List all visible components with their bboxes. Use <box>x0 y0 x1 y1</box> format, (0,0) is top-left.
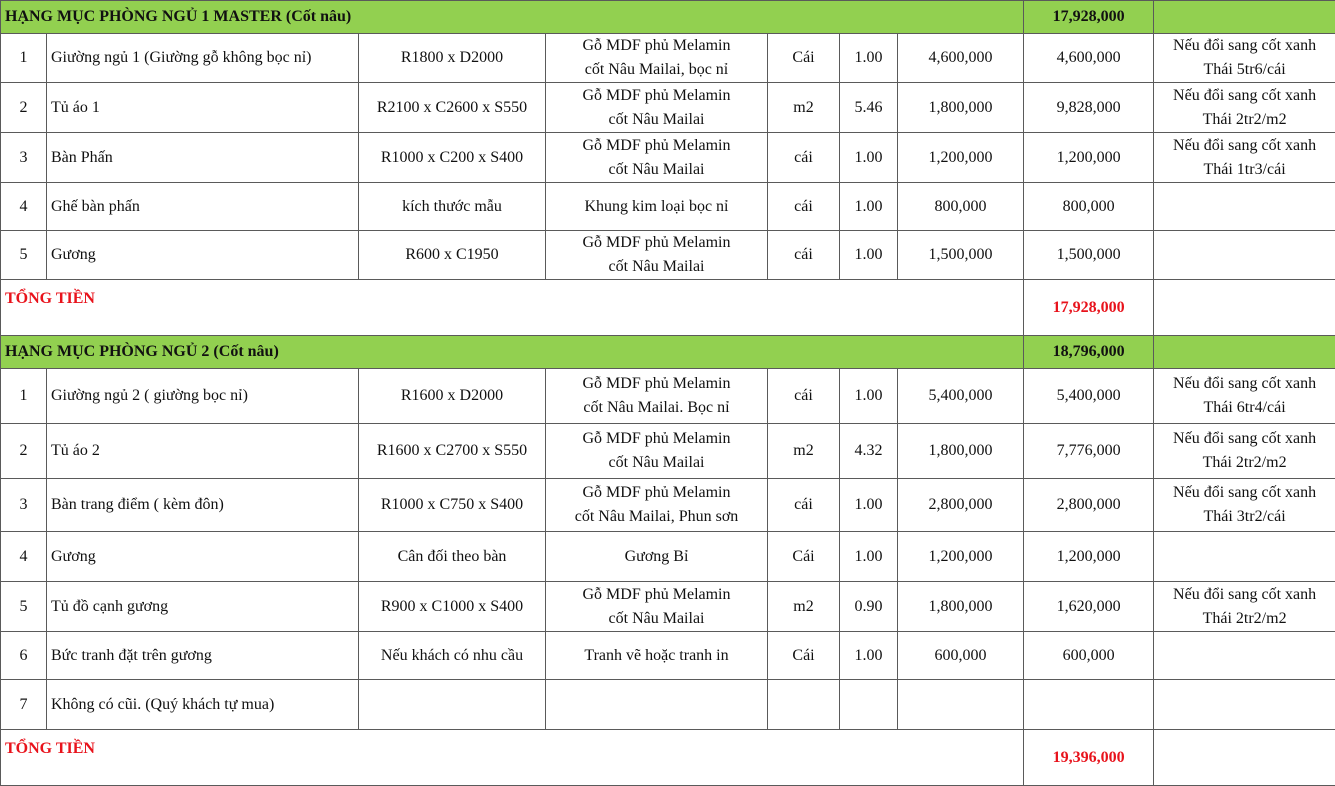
item-note <box>1154 632 1335 680</box>
item-note <box>1154 133 1335 183</box>
cell-line: Gương Bỉ <box>550 545 763 569</box>
cell-line: Nếu đổi sang cốt xanh <box>1158 34 1331 58</box>
cell-line: cốt Nâu Mailai. Bọc nỉ <box>550 396 763 420</box>
total-label: TỔNG TIỀN <box>1 730 1024 786</box>
item-size: R900 x C1000 x S400 <box>359 582 546 632</box>
item-price: 1,800,000 <box>898 83 1024 133</box>
item-note <box>1154 532 1335 582</box>
item-name: Tủ đồ cạnh gương <box>47 582 359 632</box>
item-price <box>898 680 1024 730</box>
total-label: TỔNG TIỀN <box>1 280 1024 336</box>
item-name: Tủ áo 2 <box>47 424 359 479</box>
item-amount: 4,600,000 <box>1024 34 1154 83</box>
item-size: Cân đối theo bàn <box>359 532 546 582</box>
item-number: 1 <box>1 34 47 83</box>
item-qty: 5.46 <box>840 83 898 133</box>
item-material <box>546 632 768 680</box>
cell-line: Thái 5tr6/cái <box>1158 58 1331 82</box>
cell-line: Nếu đổi sang cốt xanh <box>1158 84 1331 108</box>
item-number: 5 <box>1 582 47 632</box>
item-number: 3 <box>1 479 47 532</box>
item-size: R1800 x D2000 <box>359 34 546 83</box>
item-material <box>546 369 768 424</box>
cell-line: Gỗ MDF phủ Melamin <box>550 583 763 607</box>
item-qty <box>840 680 898 730</box>
cell-line: Thái 1tr3/cái <box>1158 158 1331 182</box>
item-unit: Cái <box>768 34 840 83</box>
cell-line: cốt Nâu Mailai <box>550 607 763 631</box>
item-material <box>546 133 768 183</box>
item-amount: 1,200,000 <box>1024 532 1154 582</box>
item-amount: 5,400,000 <box>1024 369 1154 424</box>
cell-line: Gỗ MDF phủ Melamin <box>550 427 763 451</box>
cell-line: cốt Nâu Mailai <box>550 158 763 182</box>
cell-line: Nếu đổi sang cốt xanh <box>1158 134 1331 158</box>
item-material <box>546 582 768 632</box>
item-unit: Cái <box>768 632 840 680</box>
cell-line: Thái 2tr2/m2 <box>1158 451 1331 475</box>
item-note <box>1154 83 1335 133</box>
item-amount <box>1024 680 1154 730</box>
item-name: Gương <box>47 231 359 280</box>
table-row[interactable] <box>1 632 1335 680</box>
item-name: Không có cũi. (Quý khách tự mua) <box>47 680 359 730</box>
item-amount: 9,828,000 <box>1024 83 1154 133</box>
item-price: 4,600,000 <box>898 34 1024 83</box>
cell-line: Nếu đổi sang cốt xanh <box>1158 481 1331 505</box>
item-unit: cái <box>768 183 840 231</box>
item-name: Giường ngủ 2 ( giường bọc nỉ) <box>47 369 359 424</box>
table-row[interactable] <box>1 369 1335 424</box>
item-note <box>1154 424 1335 479</box>
section-title: HẠNG MỤC PHÒNG NGỦ 2 (Cốt nâu) <box>1 336 1024 369</box>
cell-line: cốt Nâu Mailai <box>550 255 763 279</box>
empty-cell <box>1154 336 1335 369</box>
item-size: R1000 x C750 x S400 <box>359 479 546 532</box>
section-header-row <box>1 1 1335 34</box>
table-row[interactable] <box>1 424 1335 479</box>
item-note <box>1154 582 1335 632</box>
item-unit: cái <box>768 479 840 532</box>
item-qty: 1.00 <box>840 34 898 83</box>
item-note <box>1154 231 1335 280</box>
item-price: 1,200,000 <box>898 532 1024 582</box>
item-qty: 0.90 <box>840 582 898 632</box>
table-row[interactable] <box>1 34 1335 83</box>
table-row[interactable] <box>1 183 1335 231</box>
item-amount: 600,000 <box>1024 632 1154 680</box>
item-note <box>1154 479 1335 532</box>
item-name: Gương <box>47 532 359 582</box>
item-amount: 1,500,000 <box>1024 231 1154 280</box>
item-unit: m2 <box>768 83 840 133</box>
item-amount: 2,800,000 <box>1024 479 1154 532</box>
section-title: HẠNG MỤC PHÒNG NGỦ 1 MASTER (Cốt nâu) <box>1 1 1024 34</box>
item-material <box>546 680 768 730</box>
item-price: 800,000 <box>898 183 1024 231</box>
cell-line: cốt Nâu Mailai, bọc nỉ <box>550 58 763 82</box>
item-size: R1600 x D2000 <box>359 369 546 424</box>
table-row[interactable] <box>1 532 1335 582</box>
item-qty: 1.00 <box>840 369 898 424</box>
cell-line: Gỗ MDF phủ Melamin <box>550 372 763 396</box>
cell-line: cốt Nâu Mailai, Phun sơn <box>550 505 763 529</box>
section-header-total: 17,928,000 <box>1024 1 1154 34</box>
item-number: 4 <box>1 532 47 582</box>
item-price: 1,800,000 <box>898 582 1024 632</box>
cell-line: Nếu đổi sang cốt xanh <box>1158 583 1331 607</box>
item-size: R600 x C1950 <box>359 231 546 280</box>
item-size: Nếu khách có nhu cầu <box>359 632 546 680</box>
item-price: 1,500,000 <box>898 231 1024 280</box>
item-amount: 1,200,000 <box>1024 133 1154 183</box>
item-name: Tủ áo 1 <box>47 83 359 133</box>
item-amount: 7,776,000 <box>1024 424 1154 479</box>
cell-line: cốt Nâu Mailai <box>550 108 763 132</box>
cell-line: Nếu đổi sang cốt xanh <box>1158 372 1331 396</box>
item-qty: 1.00 <box>840 532 898 582</box>
table-row[interactable] <box>1 680 1335 730</box>
cell-line: Thái 2tr2/m2 <box>1158 108 1331 132</box>
item-price: 1,200,000 <box>898 133 1024 183</box>
item-size <box>359 680 546 730</box>
item-price: 600,000 <box>898 632 1024 680</box>
item-name: Ghế bàn phấn <box>47 183 359 231</box>
item-amount: 1,620,000 <box>1024 582 1154 632</box>
section-total-row <box>1 280 1335 336</box>
item-qty: 1.00 <box>840 479 898 532</box>
item-unit <box>768 680 840 730</box>
item-size: R2100 x C2600 x S550 <box>359 83 546 133</box>
item-size: R1000 x C200 x S400 <box>359 133 546 183</box>
item-name: Bức tranh đặt trên gương <box>47 632 359 680</box>
cell-line: Thái 3tr2/cái <box>1158 505 1331 529</box>
total-value: 19,396,000 <box>1024 730 1154 786</box>
item-unit: m2 <box>768 424 840 479</box>
table-row[interactable] <box>1 133 1335 183</box>
item-qty: 1.00 <box>840 133 898 183</box>
item-material <box>546 532 768 582</box>
item-qty: 1.00 <box>840 231 898 280</box>
empty-cell <box>1154 280 1335 336</box>
table-row[interactable] <box>1 479 1335 532</box>
item-note <box>1154 34 1335 83</box>
item-name: Bàn Phấn <box>47 133 359 183</box>
item-size: R1600 x C2700 x S550 <box>359 424 546 479</box>
cell-line: Tranh vẽ hoặc tranh in <box>550 644 763 668</box>
item-material <box>546 34 768 83</box>
item-material <box>546 231 768 280</box>
cell-line: Gỗ MDF phủ Melamin <box>550 231 763 255</box>
item-amount: 800,000 <box>1024 183 1154 231</box>
cell-line: Gỗ MDF phủ Melamin <box>550 34 763 58</box>
item-number: 2 <box>1 424 47 479</box>
empty-cell <box>1154 1 1335 34</box>
item-unit: m2 <box>768 582 840 632</box>
item-unit: Cái <box>768 532 840 582</box>
item-name: Giường ngủ 1 (Giường gỗ không bọc nỉ) <box>47 34 359 83</box>
item-size: kích thước mẫu <box>359 183 546 231</box>
table-row[interactable] <box>1 582 1335 632</box>
total-value: 17,928,000 <box>1024 280 1154 336</box>
item-price: 5,400,000 <box>898 369 1024 424</box>
cell-line: Gỗ MDF phủ Melamin <box>550 481 763 505</box>
item-note <box>1154 369 1335 424</box>
table-row[interactable] <box>1 231 1335 280</box>
item-name: Bàn trang điểm ( kèm đôn) <box>47 479 359 532</box>
table-row[interactable] <box>1 83 1335 133</box>
cell-line: Gỗ MDF phủ Melamin <box>550 84 763 108</box>
item-qty: 1.00 <box>840 183 898 231</box>
item-note <box>1154 680 1335 730</box>
item-number: 5 <box>1 231 47 280</box>
cell-line: Thái 2tr2/m2 <box>1158 607 1331 631</box>
item-price: 2,800,000 <box>898 479 1024 532</box>
cell-line: cốt Nâu Mailai <box>550 451 763 475</box>
item-note <box>1154 183 1335 231</box>
section-header-total: 18,796,000 <box>1024 336 1154 369</box>
empty-cell <box>1154 730 1335 786</box>
section-header-row <box>1 336 1335 369</box>
item-number: 1 <box>1 369 47 424</box>
item-unit: cái <box>768 133 840 183</box>
item-unit: cái <box>768 231 840 280</box>
item-number: 4 <box>1 183 47 231</box>
item-material <box>546 424 768 479</box>
item-qty: 1.00 <box>840 632 898 680</box>
item-price: 1,800,000 <box>898 424 1024 479</box>
item-material <box>546 479 768 532</box>
item-number: 3 <box>1 133 47 183</box>
cell-line: Khung kim loại bọc nỉ <box>550 195 763 219</box>
item-number: 6 <box>1 632 47 680</box>
item-number: 2 <box>1 83 47 133</box>
section-total-row <box>1 730 1335 786</box>
cell-line: Gỗ MDF phủ Melamin <box>550 134 763 158</box>
item-qty: 4.32 <box>840 424 898 479</box>
cell-line: Thái 6tr4/cái <box>1158 396 1331 420</box>
item-number: 7 <box>1 680 47 730</box>
item-material <box>546 83 768 133</box>
item-material <box>546 183 768 231</box>
cell-line: Nếu đổi sang cốt xanh <box>1158 427 1331 451</box>
item-unit: cái <box>768 369 840 424</box>
